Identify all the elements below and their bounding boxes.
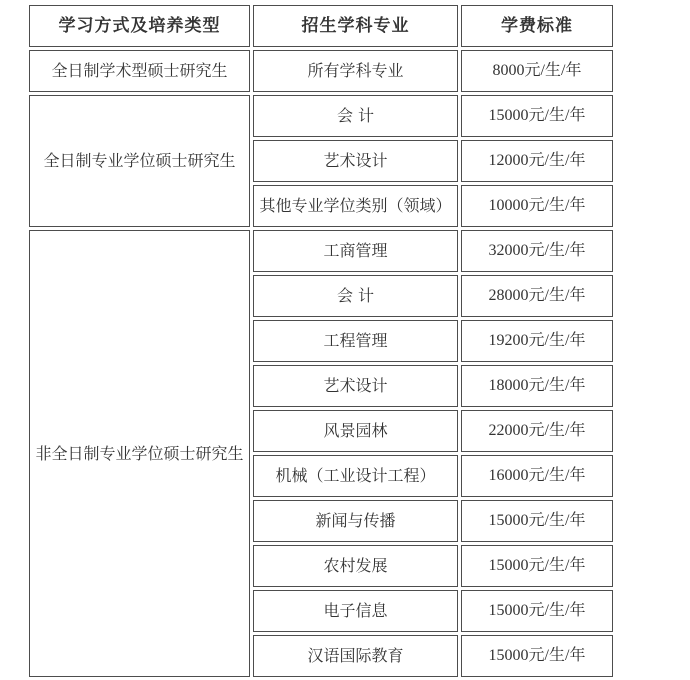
- header-study-type: 学习方式及培养类型: [29, 5, 250, 47]
- major-cell: 农村发展: [253, 545, 458, 587]
- fee-cell: 15000元/生/年: [461, 590, 613, 632]
- major-cell: 风景园林: [253, 410, 458, 452]
- major-cell: 其他专业学位类别（领域）: [253, 185, 458, 227]
- major-cell: 机械（工业设计工程）: [253, 455, 458, 497]
- major-cell: 新闻与传播: [253, 500, 458, 542]
- fee-cell: 28000元/生/年: [461, 275, 613, 317]
- header-major: 招生学科专业: [253, 5, 458, 47]
- major-cell: 汉语国际教育: [253, 635, 458, 677]
- fee-cell: 15000元/生/年: [461, 635, 613, 677]
- fee-cell: 32000元/生/年: [461, 230, 613, 272]
- major-cell: 会 计: [253, 95, 458, 137]
- table-row: [29, 50, 613, 92]
- header-fee: 学费标准: [461, 5, 613, 47]
- fee-cell: 15000元/生/年: [461, 545, 613, 587]
- major-cell: 工商管理: [253, 230, 458, 272]
- major-cell: 艺术设计: [253, 140, 458, 182]
- fee-cell: 19200元/生/年: [461, 320, 613, 362]
- study-type-cell: 全日制学术型硕士研究生: [29, 50, 250, 92]
- fee-cell: 15000元/生/年: [461, 500, 613, 542]
- study-type-cell: 非全日制专业学位硕士研究生: [29, 230, 250, 677]
- major-cell: 艺术设计: [253, 365, 458, 407]
- major-cell: 工程管理: [253, 320, 458, 362]
- major-cell: 会 计: [253, 275, 458, 317]
- major-cell: 电子信息: [253, 590, 458, 632]
- fee-cell: 10000元/生/年: [461, 185, 613, 227]
- fee-cell: 8000元/生/年: [461, 50, 613, 92]
- study-type-cell: 全日制专业学位硕士研究生: [29, 95, 250, 227]
- fee-cell: 16000元/生/年: [461, 455, 613, 497]
- major-cell: 所有学科专业: [253, 50, 458, 92]
- fee-cell: 18000元/生/年: [461, 365, 613, 407]
- fee-cell: 22000元/生/年: [461, 410, 613, 452]
- fee-cell: 12000元/生/年: [461, 140, 613, 182]
- fee-cell: 15000元/生/年: [461, 95, 613, 137]
- table-row: [29, 230, 613, 272]
- table-row: [29, 95, 613, 137]
- header-row: [29, 5, 613, 47]
- tuition-table: [26, 2, 616, 680]
